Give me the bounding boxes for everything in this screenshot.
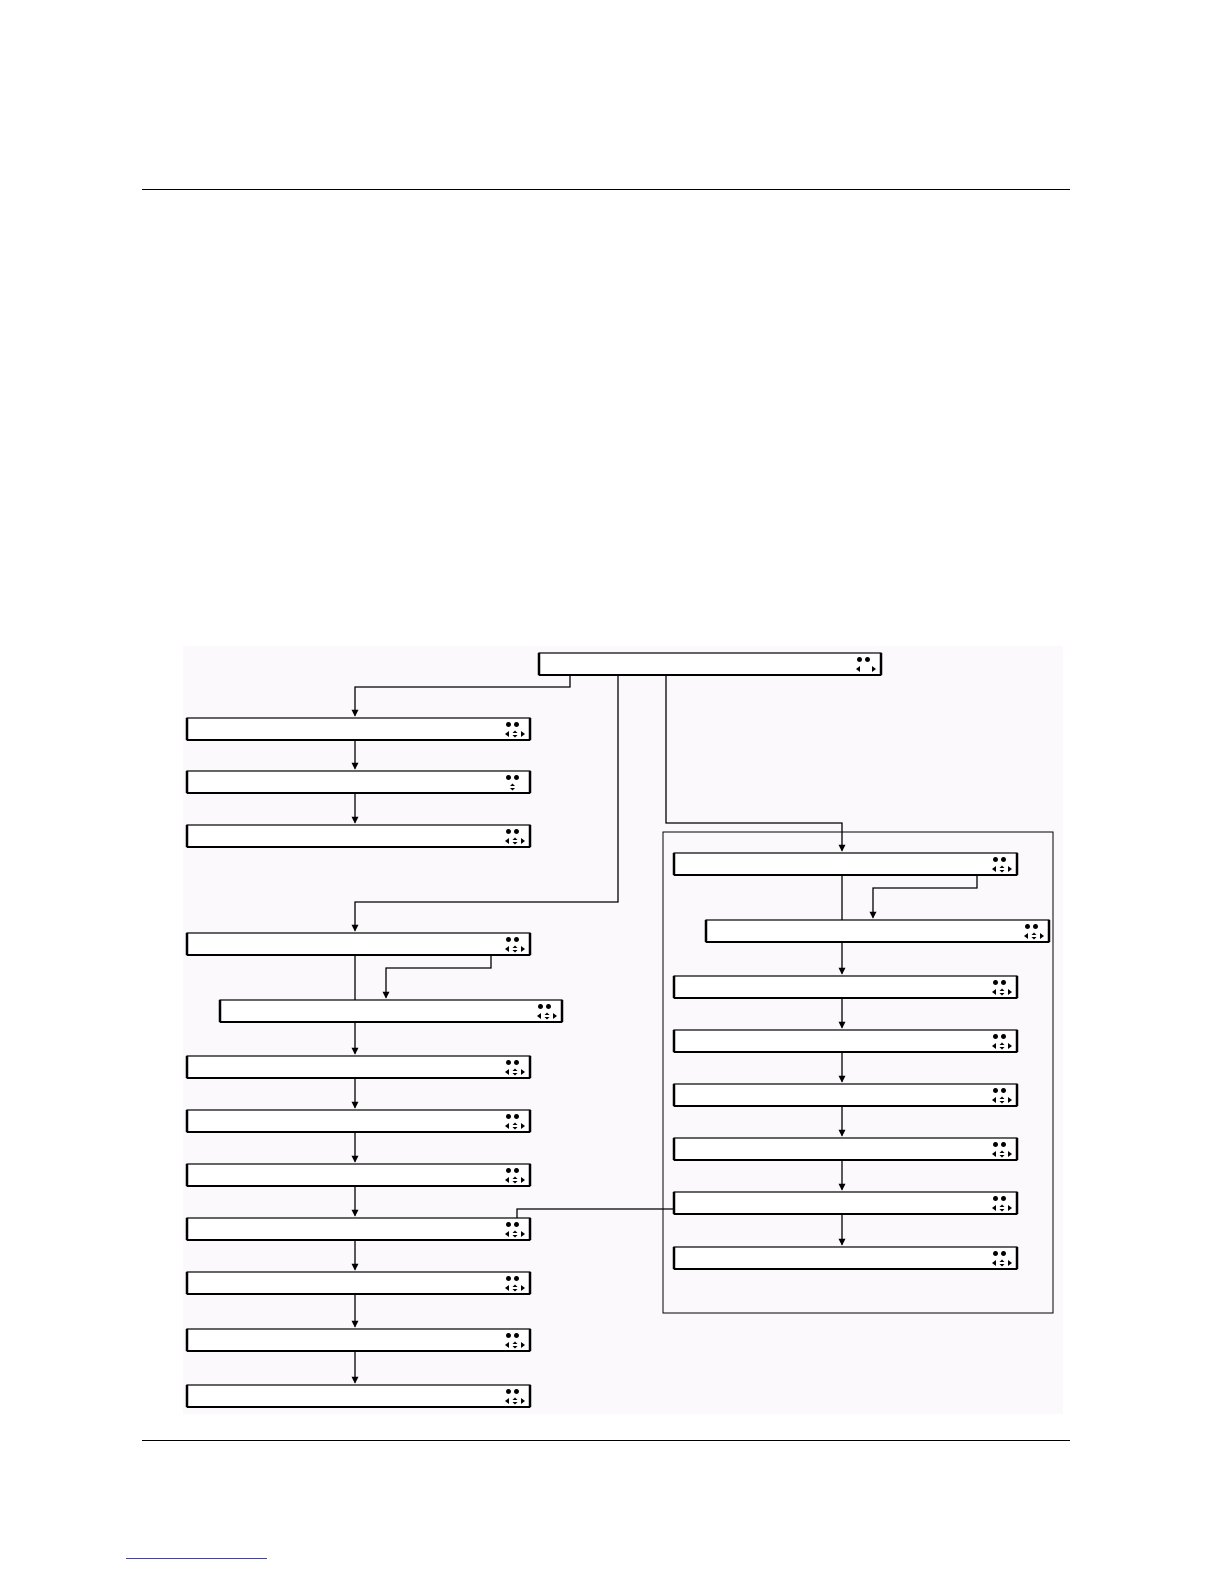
menu-box-frame xyxy=(187,1272,530,1294)
menu-box-right-2 xyxy=(674,976,1017,998)
connector-arrow xyxy=(386,956,491,998)
menu-box-frame xyxy=(187,771,530,793)
menu-box-left-a-1 xyxy=(187,718,530,740)
menu-box-frame xyxy=(220,1000,562,1022)
menu-box-right-3 xyxy=(674,1030,1017,1052)
menu-box-frame xyxy=(674,1247,1017,1269)
menu-box-left-b-7 xyxy=(187,1329,530,1351)
menu-box-left-b-2 xyxy=(187,1056,530,1078)
menu-box-frame xyxy=(187,1218,530,1240)
menu-box-root xyxy=(539,653,881,675)
menu-box-left-b-1 xyxy=(187,933,530,955)
menu-box-left-b-5 xyxy=(187,1218,530,1240)
connector-arrow xyxy=(873,876,977,918)
right-group-frame xyxy=(663,832,1053,1313)
menu-box-right-6 xyxy=(674,1192,1017,1214)
connector-arrow xyxy=(355,675,618,931)
menu-box-left-b-3 xyxy=(187,1110,530,1132)
connector-arrow xyxy=(355,675,570,716)
menu-box-frame xyxy=(187,1110,530,1132)
menu-box-frame xyxy=(187,1385,530,1407)
menu-box-right-7 xyxy=(674,1247,1017,1269)
menu-box-right-5 xyxy=(674,1138,1017,1160)
menu-box-frame xyxy=(674,1192,1017,1214)
menu-box-left-b-6 xyxy=(187,1272,530,1294)
menu-box-frame xyxy=(674,1084,1017,1106)
menu-box-right-4 xyxy=(674,1084,1017,1106)
menu-boxes xyxy=(187,653,1053,1407)
menu-box-frame xyxy=(187,1164,530,1186)
menu-box-left-b-sub xyxy=(220,1000,562,1022)
menu-box-frame xyxy=(674,1030,1017,1052)
menu-box-frame xyxy=(187,1329,530,1351)
menu-box-left-b-4 xyxy=(187,1164,530,1186)
connector-arrow xyxy=(666,675,842,851)
menu-box-frame xyxy=(674,1138,1017,1160)
menu-box-frame xyxy=(187,718,530,740)
menu-box-frame xyxy=(539,653,881,675)
menu-box-right-1 xyxy=(674,853,1017,875)
menu-box-frame xyxy=(706,920,1049,942)
menu-box-left-b-8 xyxy=(187,1385,530,1407)
menu-box-frame xyxy=(674,853,1017,875)
connector-arrow xyxy=(517,1209,674,1222)
menu-box-frame xyxy=(187,933,530,955)
menu-box-left-a-2 xyxy=(187,771,530,793)
menu-box-right-sub xyxy=(706,920,1049,942)
menu-box-left-a-3 xyxy=(187,825,530,847)
menu-box-frame xyxy=(187,825,530,847)
menu-box-frame xyxy=(187,1056,530,1078)
menu-box-frame xyxy=(674,976,1017,998)
